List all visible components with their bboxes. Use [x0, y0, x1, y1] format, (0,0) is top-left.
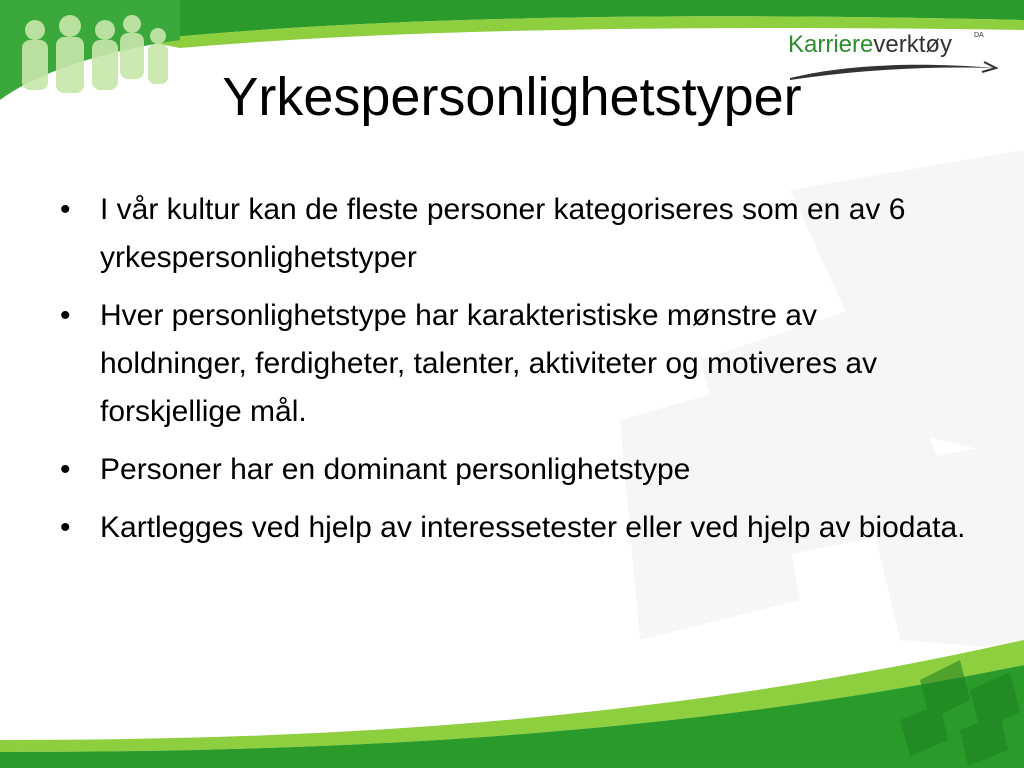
bullet-text: I vår kultur kan de fleste personer kategoriseres som en av 6 yrkespersonlighetstyper: [100, 193, 906, 274]
bullet-dot-icon: •: [60, 453, 71, 486]
bullet-item: [58, 446, 968, 494]
logo-part-karriere: Karriere: [788, 31, 874, 58]
bullet-dot-icon: •: [60, 299, 71, 332]
bullet-text: Hver personlighetstype har karakteristiske mønstre av holdninger, ferdigheter, talenter, aktiviteter og motiveres av forskjellige mål.: [100, 299, 878, 428]
bullet-dot-icon: •: [60, 193, 71, 226]
logo-superscript: DA: [974, 32, 984, 39]
logo-text: [788, 31, 952, 59]
bullet-text: Personer har en dominant personlighetstype: [100, 453, 691, 486]
logo-part-verktoy: verktøy: [873, 31, 953, 58]
slide-title: Yrkespersonlighetstyper: [222, 67, 802, 127]
bullet-dot-icon: •: [60, 511, 71, 544]
bullet-item: [58, 292, 968, 436]
bullet-list: [58, 186, 968, 562]
bullet-item: [58, 186, 968, 282]
bullet-item: [58, 504, 968, 552]
bullet-text: Kartlegges ved hjelp av interessetester eller ved hjelp av biodata.: [100, 511, 966, 544]
